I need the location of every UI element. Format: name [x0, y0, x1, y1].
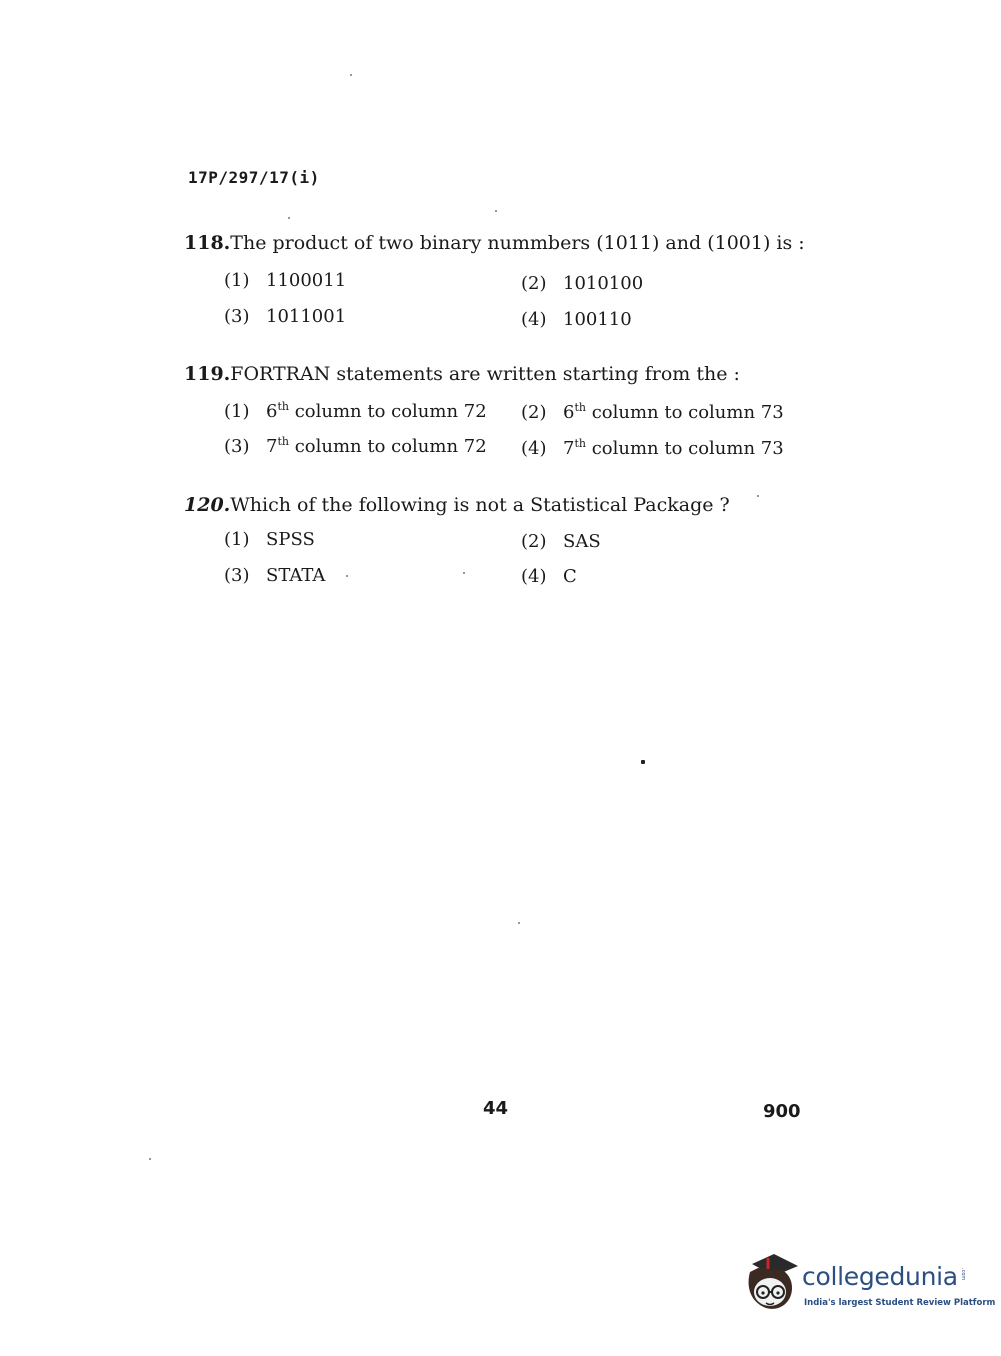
option — [224, 529, 315, 550]
ordinal-number: 7 — [563, 438, 575, 459]
option-text: column to column 72 — [288, 401, 487, 422]
option — [521, 273, 643, 294]
scan-speck — [518, 922, 520, 924]
option — [521, 309, 632, 330]
ordinal-number: 6 — [266, 401, 278, 422]
option-label: (3) — [224, 436, 250, 457]
serial-number: 900 — [763, 1101, 801, 1122]
option-label: (3) — [224, 306, 250, 327]
option — [521, 531, 601, 552]
brand-tagline: India's largest Student Review Platform — [804, 1298, 996, 1308]
question-text: FORTRAN statements are written starting from the : — [230, 363, 740, 385]
question-text: The product of two binary nummbers (1011) and (1001) is : — [230, 232, 805, 254]
scan-speck — [149, 1158, 151, 1160]
option-text: 1010100 — [563, 273, 644, 294]
question-120 — [184, 494, 730, 516]
collegedunia-watermark — [744, 1250, 996, 1320]
option-text: 100110 — [563, 309, 632, 330]
question-119 — [184, 363, 740, 385]
ordinal-number: 6 — [563, 402, 575, 423]
option-text: SPSS — [266, 529, 315, 550]
option-text: column to column 73 — [585, 438, 784, 459]
ordinal-suffix: th — [277, 400, 289, 413]
option — [521, 402, 784, 423]
option-text: SAS — [563, 531, 601, 552]
option — [521, 566, 577, 587]
scan-speck — [495, 210, 497, 212]
option-label: (4) — [521, 566, 547, 587]
option — [224, 436, 487, 457]
question-118 — [184, 232, 805, 254]
option-label: (3) — [224, 565, 250, 586]
option-text: 1100011 — [266, 270, 347, 291]
scan-speck — [757, 495, 759, 497]
ordinal-number: 7 — [266, 436, 278, 457]
option-label: (1) — [224, 270, 250, 291]
option — [224, 401, 487, 422]
option-label: (4) — [521, 309, 547, 330]
option-label: (1) — [224, 401, 250, 422]
mascot-icon — [744, 1250, 800, 1316]
option-text: column to column 73 — [585, 402, 784, 423]
option-text: STATA — [266, 565, 326, 586]
option — [224, 270, 346, 291]
option-label: (2) — [521, 402, 547, 423]
brand-name: collegedunia — [802, 1262, 958, 1291]
paper-code: 17P/297/17(i) — [188, 168, 320, 187]
option-label: (1) — [224, 529, 250, 550]
option-label: (2) — [521, 531, 547, 552]
question-text: Which of the following is not a Statistical Package ? — [230, 494, 730, 516]
scan-speck — [288, 217, 290, 219]
option — [224, 565, 325, 586]
brand-suffix: .com — [960, 1268, 966, 1281]
scan-speck — [350, 74, 352, 76]
ordinal-suffix: th — [277, 435, 289, 448]
option — [224, 306, 346, 327]
ordinal-suffix: th — [574, 437, 586, 450]
option-text: column to column 72 — [288, 436, 487, 457]
page-number: 44 — [483, 1098, 509, 1119]
option-label: (2) — [521, 273, 547, 294]
option-text: C — [563, 566, 577, 587]
option-text: 1011001 — [266, 306, 347, 327]
scan-speck — [641, 760, 645, 764]
question-number: 120. — [184, 494, 231, 516]
option-label: (4) — [521, 438, 547, 459]
question-number: 119. — [184, 363, 231, 385]
ordinal-suffix: th — [574, 401, 586, 414]
scan-speck — [463, 572, 465, 574]
question-number: 118. — [184, 232, 231, 254]
scan-speck — [346, 575, 348, 577]
option — [521, 438, 784, 459]
